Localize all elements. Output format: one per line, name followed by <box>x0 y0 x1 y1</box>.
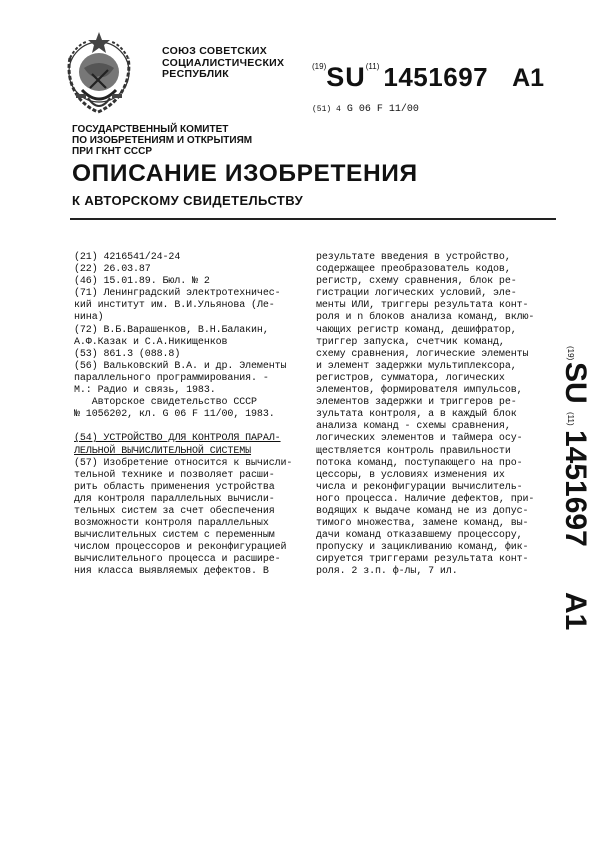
text-line: (71) Ленинградский электротехничес- <box>74 288 281 300</box>
committee-line: ГОСУДАРСТВЕННЫЙ КОМИТЕТ <box>72 124 229 135</box>
text-line: ществляется контроль правильности <box>316 445 511 457</box>
text-line: роля. 2 з.п. ф-лы, 7 ил. <box>316 566 458 578</box>
text-line: триггер запуска, счетчик команд, <box>316 336 505 348</box>
text-line: гистрации логических условий, эле- <box>316 288 517 300</box>
text-line: сируется триггерами результата конт- <box>316 554 529 566</box>
bibliographic-column <box>74 252 292 579</box>
country-line: СОЦИАЛИСТИЧЕСКИХ <box>162 56 285 69</box>
side-patent-number: 1451697 <box>559 430 592 547</box>
side-patent-stamp <box>546 346 596 706</box>
header-divider <box>70 218 556 220</box>
text-line: (57) Изобретение относится к вычисли- <box>74 457 293 469</box>
document-subtitle: К АВТОРСКОМУ СВИДЕТЕЛЬСТВУ <box>72 193 304 208</box>
text-line: (53) 861.3 (088.8) <box>74 348 181 360</box>
text-line: цессоры, в условиях изменения их <box>316 469 505 481</box>
text-line: пропуску и зацикливанию команд, фик- <box>316 542 529 554</box>
side-code-11: (11) <box>566 412 575 426</box>
country-name <box>162 46 284 81</box>
text-line: А.Ф.Казак и С.А.Никищенков <box>74 336 228 348</box>
text-line: (21) 4216541/24-24 <box>74 252 181 263</box>
text-line: (54) УСТРОЙСТВО ДЛЯ КОНТРОЛЯ ПАРАЛ- <box>74 433 281 445</box>
text-line: для контроля параллельных вычисли- <box>74 493 275 505</box>
document-title: ОПИСАНИЕ ИЗОБРЕТЕНИЯ <box>72 160 418 187</box>
text-line: ного процесса. Наличие дефектов, при- <box>316 493 535 505</box>
text-line: водящих к выдаче команд не из допус- <box>316 505 529 517</box>
side-country-code: SU <box>559 362 592 404</box>
ipc-classification <box>312 104 419 115</box>
code-51: (51) 4 <box>312 105 341 114</box>
text-line: числом процессоров и реконфигурацией <box>74 542 287 554</box>
text-line: рить область применения устройства <box>74 481 275 493</box>
committee-name <box>72 124 252 157</box>
text-line: М.: Радио и связь, 1983. <box>74 385 216 397</box>
text-line: результате введения в устройство, <box>316 252 511 263</box>
text-line: анализа команд - схемы сравнения, <box>316 421 511 433</box>
ipc-class: G 06 F 11/00 <box>346 104 419 115</box>
text-line: вычислительных систем с переменным <box>74 530 275 542</box>
text-line: возможности контроля параллельных <box>74 518 269 530</box>
text-line: числа и реконфигурации вычислитель- <box>316 481 523 493</box>
patent-kind: A1 <box>512 64 545 92</box>
text-line: нина) <box>74 312 104 324</box>
text-line: параллельного программирования. - <box>74 372 269 384</box>
code-19: (19) <box>312 62 327 71</box>
text-line: тельных систем за счет обеспечения <box>74 505 275 517</box>
text-line: и элемент задержки мультиплексора, <box>316 360 517 372</box>
text-line: тимого множества, замене команд, вы- <box>316 518 529 530</box>
text-line: схему сравнения, логические элементы <box>316 348 529 360</box>
text-line: роля и n блоков анализа команд, вклю- <box>316 312 535 324</box>
side-code-19: (19) <box>566 346 575 361</box>
text-line: содержащее преобразователь кодов, <box>316 264 511 276</box>
text-line: ния класса выявляемых дефектов. В <box>74 566 269 578</box>
text-line: тельной технике и позволяет расши- <box>74 469 275 481</box>
side-patent-kind: A1 <box>559 592 592 631</box>
text-line: (46) 15.01.89. Бюл. № 2 <box>74 276 210 288</box>
committee-line: ПРИ ГКНТ СССР <box>72 146 153 157</box>
text-line: потока команд, поступающего на про- <box>316 457 523 469</box>
state-emblem-icon <box>58 28 140 118</box>
abstract-continuation-column <box>316 252 534 579</box>
patent-number: 1451697 <box>383 62 489 92</box>
text-line: логических элементов и таймера осу- <box>316 433 523 445</box>
patent-number-header <box>312 62 544 93</box>
patent-country-code: SU <box>326 62 366 92</box>
text-line: чающих регистр команд, дешифратор, <box>316 324 517 336</box>
country-line: РЕСПУБЛИК <box>162 68 229 80</box>
text-line: дачи команд отказавшему процессору, <box>316 530 523 542</box>
country-line: СОЮЗ СОВЕТСКИХ <box>162 45 268 57</box>
text-line: ЛЕЛЬНОЙ ВЫЧИСЛИТЕЛЬНОЙ СИСТЕМЫ <box>74 445 252 457</box>
text-line: менты ИЛИ, триггеры результата конт- <box>316 300 529 312</box>
text-line: регистров, сумматора, логических <box>316 372 505 384</box>
text-line: (22) 26.03.87 <box>74 264 151 276</box>
text-line <box>74 421 292 433</box>
text-line: зультата контроля, а в каждый блок <box>316 409 517 421</box>
text-line: регистр, схему сравнения, блок ре- <box>316 276 517 288</box>
code-11: (11) <box>365 62 380 71</box>
text-line: (72) В.Б.Варашенков, В.Н.Балакин, <box>74 324 269 336</box>
text-line: Авторское свидетельство СССР <box>74 397 257 409</box>
text-line: элементов, формирователя импульсов, <box>316 385 523 397</box>
text-line: вычислительного процесса и расшире- <box>74 554 281 566</box>
text-line: кий институт им. В.И.Ульянова (Ле- <box>74 300 275 312</box>
committee-line: ПО ИЗОБРЕТЕНИЯМ И ОТКРЫТИЯМ <box>72 135 253 146</box>
text-line: (56) Вальковский В.А. и др. Элементы <box>74 360 287 372</box>
text-line: элементов задержки и триггеров ре- <box>316 397 517 409</box>
text-line: № 1056202, кл. G 06 F 11/00, 1983. <box>74 409 275 421</box>
